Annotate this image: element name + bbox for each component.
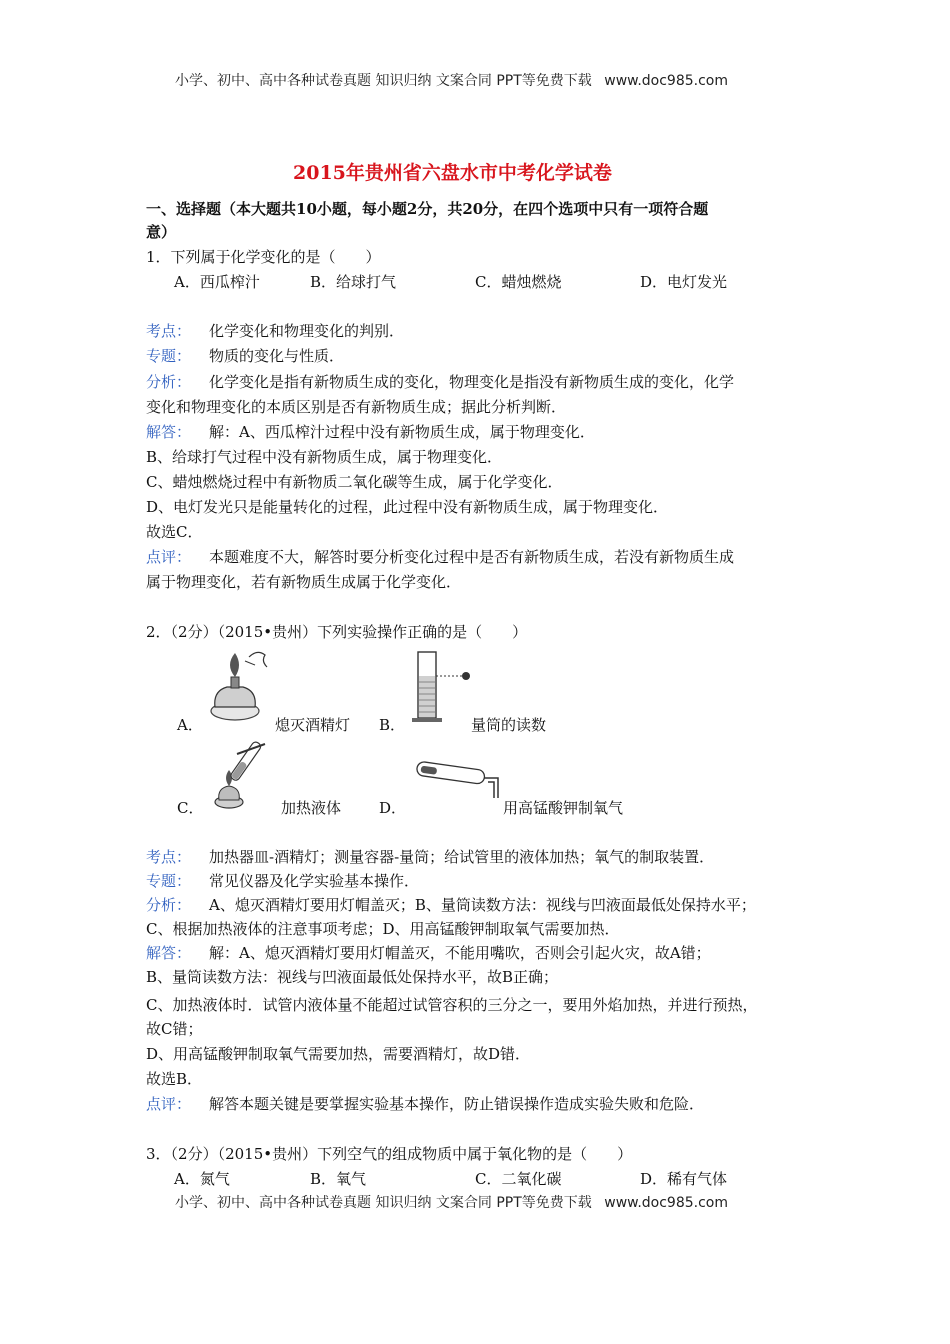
q3-option-d: D．稀有气体	[640, 1170, 728, 1188]
q2-kaodian	[146, 846, 714, 867]
q1-zhuanti-label: 专题：	[146, 347, 192, 365]
q2-fenxi	[146, 894, 756, 915]
q1-fenxi	[146, 371, 734, 392]
q2-dianping-text-1: 解答本题关键是要掌握实验基本操作，防止错误操作造成实验失败和危险．	[209, 1095, 705, 1113]
q2-option-a-text: 熄灭酒精灯	[275, 716, 351, 734]
q2-zhuanti-label: 专题：	[146, 872, 192, 890]
q2-jieda-label: 解答：	[146, 944, 192, 962]
q3-option-b: B．氧气	[310, 1170, 367, 1188]
q1-option-b: B．给球打气	[310, 273, 397, 291]
q2-kaodian-text: 加热器皿-酒精灯；测量容器-量筒；给试管里的液体加热；氧气的制取装置．	[209, 848, 715, 866]
figure-potassium-permanganate-setup	[412, 758, 504, 808]
q2-jieda-text-5: D、用高锰酸钾制取氧气需要加热，需要酒精灯，故D错．	[146, 1045, 531, 1063]
q2-fenxi-label: 分析：	[146, 896, 192, 914]
q1-dianping-text-1: 本题难度不大，解答时要分析变化过程中是否有新物质生成，若没有新物质生成	[209, 548, 735, 566]
q2-option-b-letter: B．	[379, 716, 406, 734]
q2-fenxi-text-2: C、根据加热液体的注意事项考虑；D、用高锰酸钾制取氧气需要加热．	[146, 920, 620, 938]
q2-zhuanti	[146, 870, 419, 891]
section-heading-line2: 意）	[146, 223, 177, 241]
q3-stem: 3．（2分）（2015•贵州）下列空气的组成物质中属于氧化物的是（ ）	[146, 1145, 633, 1163]
q2-dianping-label: 点评：	[146, 1095, 192, 1113]
q1-fenxi-text-1: 化学变化是指有新物质生成的变化，物理变化是指没有新物质生成的变化，化学	[209, 373, 735, 391]
q1-kaodian	[146, 320, 404, 341]
q2-option-d-text: 用高锰酸钾制氧气	[503, 799, 624, 817]
q1-kaodian-label: 考点：	[146, 322, 192, 340]
q1-dianping	[146, 546, 734, 567]
q1-zhuanti	[146, 345, 344, 366]
q2-option-d-letter: D．	[379, 799, 407, 817]
q2-stem: 2．（2分）（2015•贵州）下列实验操作正确的是（ ）	[146, 623, 528, 641]
q2-jieda-text-4: 故C错；	[146, 1020, 203, 1038]
footer-text: 小学、初中、高中各种试卷真题 知识归纳 文案合同 PPT等免费下载	[175, 1195, 592, 1211]
q2-dianping	[146, 1093, 704, 1114]
q1-jieda-label: 解答：	[146, 423, 192, 441]
q1-zhuanti-text: 物质的变化与性质．	[209, 347, 345, 365]
q2-zhuanti-text: 常见仪器及化学实验基本操作．	[209, 872, 420, 890]
q1-dianping-text-2: 属于物理变化，若有新物质生成属于化学变化．	[146, 573, 462, 591]
q2-option-c-text: 加热液体	[281, 799, 342, 817]
q1-jieda-text-1: 解：A、西瓜榨汁过程中没有新物质生成，属于物理变化．	[209, 423, 595, 441]
q2-option-c-letter: C．	[177, 799, 204, 817]
page-title: 2015年贵州省六盘水市中考化学试卷	[293, 162, 612, 184]
q2-option-a-letter: A．	[177, 716, 203, 734]
section-heading-line1: 一、选择题（本大题共10小题，每小题2分，共20分，在四个选项中只有一项符合题	[146, 200, 709, 218]
q1-jieda	[146, 421, 595, 442]
q2-option-b-text: 量筒的读数	[471, 716, 547, 734]
q2-jieda-text-6: 故选B．	[146, 1070, 203, 1088]
header-url[interactable]: www.doc985.com	[604, 73, 728, 89]
q1-jieda-text-4: D、电灯发光只是能量转化的过程，此过程中没有新物质生成，属于物理变化．	[146, 498, 669, 516]
q2-jieda-text-2: B、量筒读数方法：视线与凹液面最低处保持水平，故B正确；	[146, 968, 559, 986]
q2-fenxi-text-1: A、熄灭酒精灯要用灯帽盖灭；B、量筒读数方法：视线与凹液面最低处保持水平；	[209, 896, 756, 914]
q1-option-d: D．电灯发光	[640, 273, 728, 291]
page-header	[175, 70, 728, 90]
q2-jieda-text-3: C、加热液体时．试管内液体量不能超过试管容积的三分之一，要用外焰加热，并进行预热，	[146, 996, 758, 1014]
q1-dianping-label: 点评：	[146, 548, 192, 566]
page-footer	[175, 1192, 728, 1212]
figure-alcohol-lamp-blow	[205, 647, 275, 725]
q1-jieda-text-2: B、给球打气过程中没有新物质生成，属于物理变化．	[146, 448, 503, 466]
figure-graduated-cylinder	[410, 648, 480, 726]
q2-kaodian-label: 考点：	[146, 848, 192, 866]
q1-jieda-text-3: C、蜡烛燃烧过程中有新物质二氧化碳等生成，属于化学变化．	[146, 473, 563, 491]
q1-option-a: A．西瓜榨汁	[174, 273, 260, 291]
q1-kaodian-text: 化学变化和物理变化的判别．	[209, 322, 405, 340]
footer-url[interactable]: www.doc985.com	[604, 1195, 728, 1211]
q1-option-c: C．蜡烛燃烧	[475, 273, 562, 291]
q3-option-c: C．二氧化碳	[475, 1170, 562, 1188]
q2-jieda-text-1: 解：A、熄灭酒精灯要用灯帽盖灭，不能用嘴吹，否则会引起火灾，故A错；	[209, 944, 711, 962]
q1-fenxi-text-2: 变化和物理变化的本质区别是否有新物质生成；据此分析判断．	[146, 398, 567, 416]
q3-option-a: A．氮气	[174, 1170, 230, 1188]
q1-jieda-text-5: 故选C．	[146, 523, 203, 541]
figure-heating-liquid	[207, 740, 277, 812]
header-text: 小学、初中、高中各种试卷真题 知识归纳 文案合同 PPT等免费下载	[175, 73, 592, 89]
q1-stem: 1．下列属于化学变化的是（ ）	[146, 248, 381, 266]
q2-jieda	[146, 942, 711, 963]
q1-fenxi-label: 分析：	[146, 373, 192, 391]
